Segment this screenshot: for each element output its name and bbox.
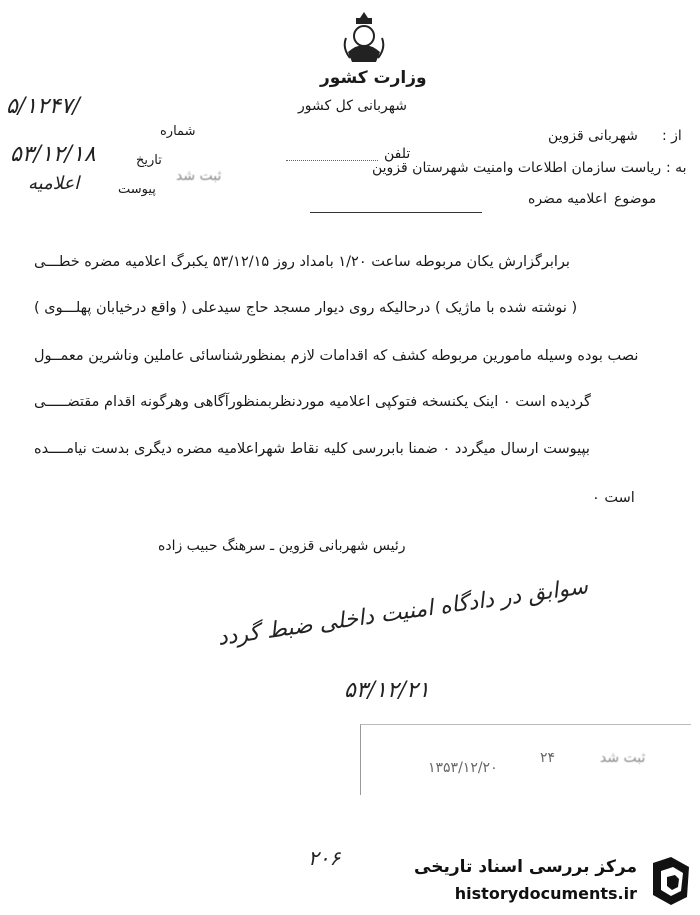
header-divider (310, 212, 482, 213)
date-label: تاریخ (136, 153, 162, 168)
lion-and-sun-emblem-icon (336, 8, 392, 72)
received-stamp-number: ۲۴ (540, 750, 556, 766)
subject-value: اعلامیه مضره (528, 191, 607, 207)
body-line-3: نصب بوده وسیله مامورین مربوطه کشف که اقدامات لازم بمنظورشناسائی عاملین وناشرین معمــول (34, 348, 639, 364)
office-title: شهربانی کل کشور (298, 98, 407, 114)
body-line-4: گردیده است ۰ اینک یکنسخه فتوکپی اعلامیه موردنظربمنظورآگاهی وهرگونه اقدام مقتضـــــی (34, 394, 591, 410)
handwritten-note-date: ۵۳/۱۲/۲۱ (344, 678, 430, 703)
ministry-title: وزارت کشور (320, 68, 427, 88)
faded-stamp-text: ثبت شد (176, 168, 222, 184)
number-value: ۵/۱۲۴۷/ (6, 94, 80, 119)
phone-label: تلفن (384, 146, 411, 162)
to-value: ریاست سازمان اطلاعات وامنیت شهرستان قزوین (372, 160, 662, 176)
document-center-logo-icon (647, 855, 693, 907)
from-value: شهربانی قزوین (548, 128, 638, 144)
bottom-handwritten-mark: ۲۰۶ (308, 846, 341, 870)
body-line-5: بپیوست ارسال میگردد ۰ ضمنا بابررسی کلیه نقاط شهراعلامیه مضره دیگری بدست نیامــــده (34, 441, 590, 457)
from-label: از : (662, 128, 682, 144)
attachment-value: اعلامیه (28, 173, 80, 194)
signature: رئیس شهربانی قزوین ـ سرهنگ حبیب زاده (158, 538, 406, 554)
number-label: شماره (160, 124, 196, 139)
date-value: ۵۳/۱۲/۱۸ (10, 142, 96, 167)
attachment-label: پیوست (118, 182, 156, 197)
subject-label: موضوع (614, 191, 657, 207)
watermark-logo (412, 853, 697, 911)
watermark-name: مرکز بررسی اسناد تاریخی (414, 857, 637, 877)
received-stamp-label: ثبت شد (600, 750, 646, 766)
handwritten-note: سوابق در دادگاه امنیت داخلی ضبط گردد (216, 574, 590, 651)
watermark-site: historydocuments.ir (454, 884, 637, 903)
received-stamp-date: ۱۳۵۳/۱۲/۲۰ (428, 760, 498, 776)
to-label: به : (666, 160, 687, 176)
body-line-2: ( نوشته شده با ماژیک ) درحالیکه روی دیوار مسجد حاج سیدعلی ( واقع درخیابان پهلـــوی ) (34, 300, 578, 316)
body-line-1: برابرگزارش یکان مربوطه ساعت ۱/۲۰ بامداد روز ۵۳/۱۲/۱۵ یکبرگ اعلامیه مضره خطـــی (34, 254, 570, 270)
phone-blank (286, 160, 378, 161)
body-line-6: است ۰ (592, 490, 635, 506)
